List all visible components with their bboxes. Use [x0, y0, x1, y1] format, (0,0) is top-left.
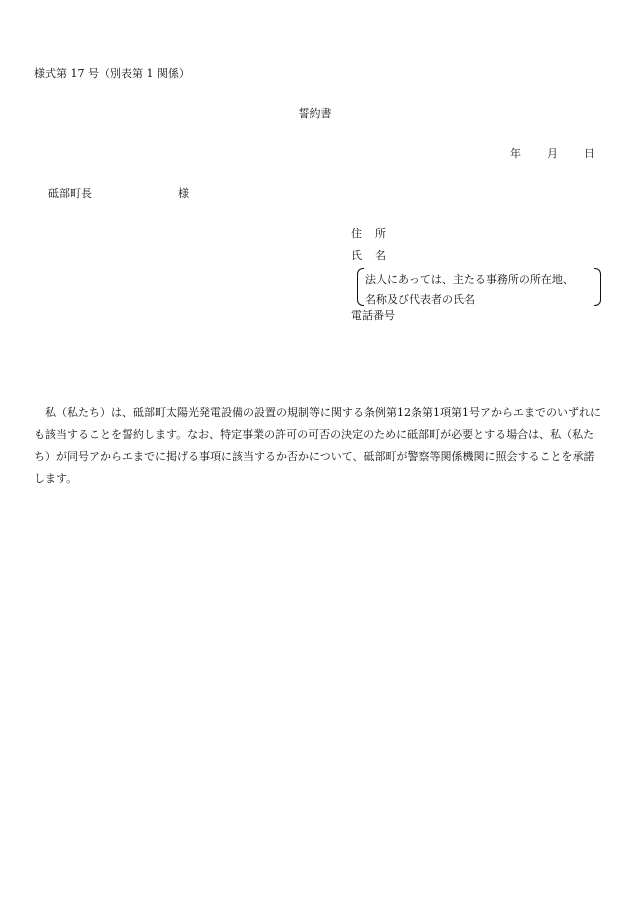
date-line [510, 148, 595, 159]
phone-row [351, 310, 611, 332]
phone-label: 電話番号 [351, 309, 395, 322]
declaration-text: 私（私たち）は、砥部町太陽光発電設備の設置の規制等に関する条例第12条第1項第1号アからエまでのいずれにも該当することを誓約します。なお、特定事業の許可の可否の決定のために砥部町が必要とする場合は、私（私たち）が同号アからエまでに掲げる事項に該当するか否かについて、砥部町が警察等関係機関に照会することを承諾します。 [34, 406, 601, 485]
applicant-block [351, 228, 611, 332]
addressee-name: 砥部町長 [48, 187, 92, 200]
address-label-char-1: 住 [351, 227, 362, 240]
corporate-note-line-1: 法人にあっては、主たる事務所の所在地、 [365, 273, 574, 286]
address-label-char-2: 所 [375, 227, 386, 240]
declaration-body [34, 402, 602, 490]
document-title: 誓約書 [298, 107, 332, 120]
corporate-note [357, 268, 601, 304]
day-label: 日 [584, 147, 595, 160]
year-label: 年 [510, 147, 521, 160]
month-label: 月 [547, 147, 558, 160]
form-number: 様式第 17 号（別表第 1 関係） [34, 67, 190, 80]
right-bracket-icon [594, 268, 601, 306]
corporate-note-line-2: 名称及び代表者の氏名 [365, 293, 475, 306]
address-row [351, 228, 611, 250]
addressee-honorific: 様 [178, 187, 189, 200]
addressee-line [48, 188, 189, 199]
left-bracket-icon [357, 268, 364, 306]
name-label-char-1: 氏 [351, 249, 362, 262]
name-label-char-2: 名 [375, 249, 386, 262]
corporate-note-text [365, 270, 574, 310]
